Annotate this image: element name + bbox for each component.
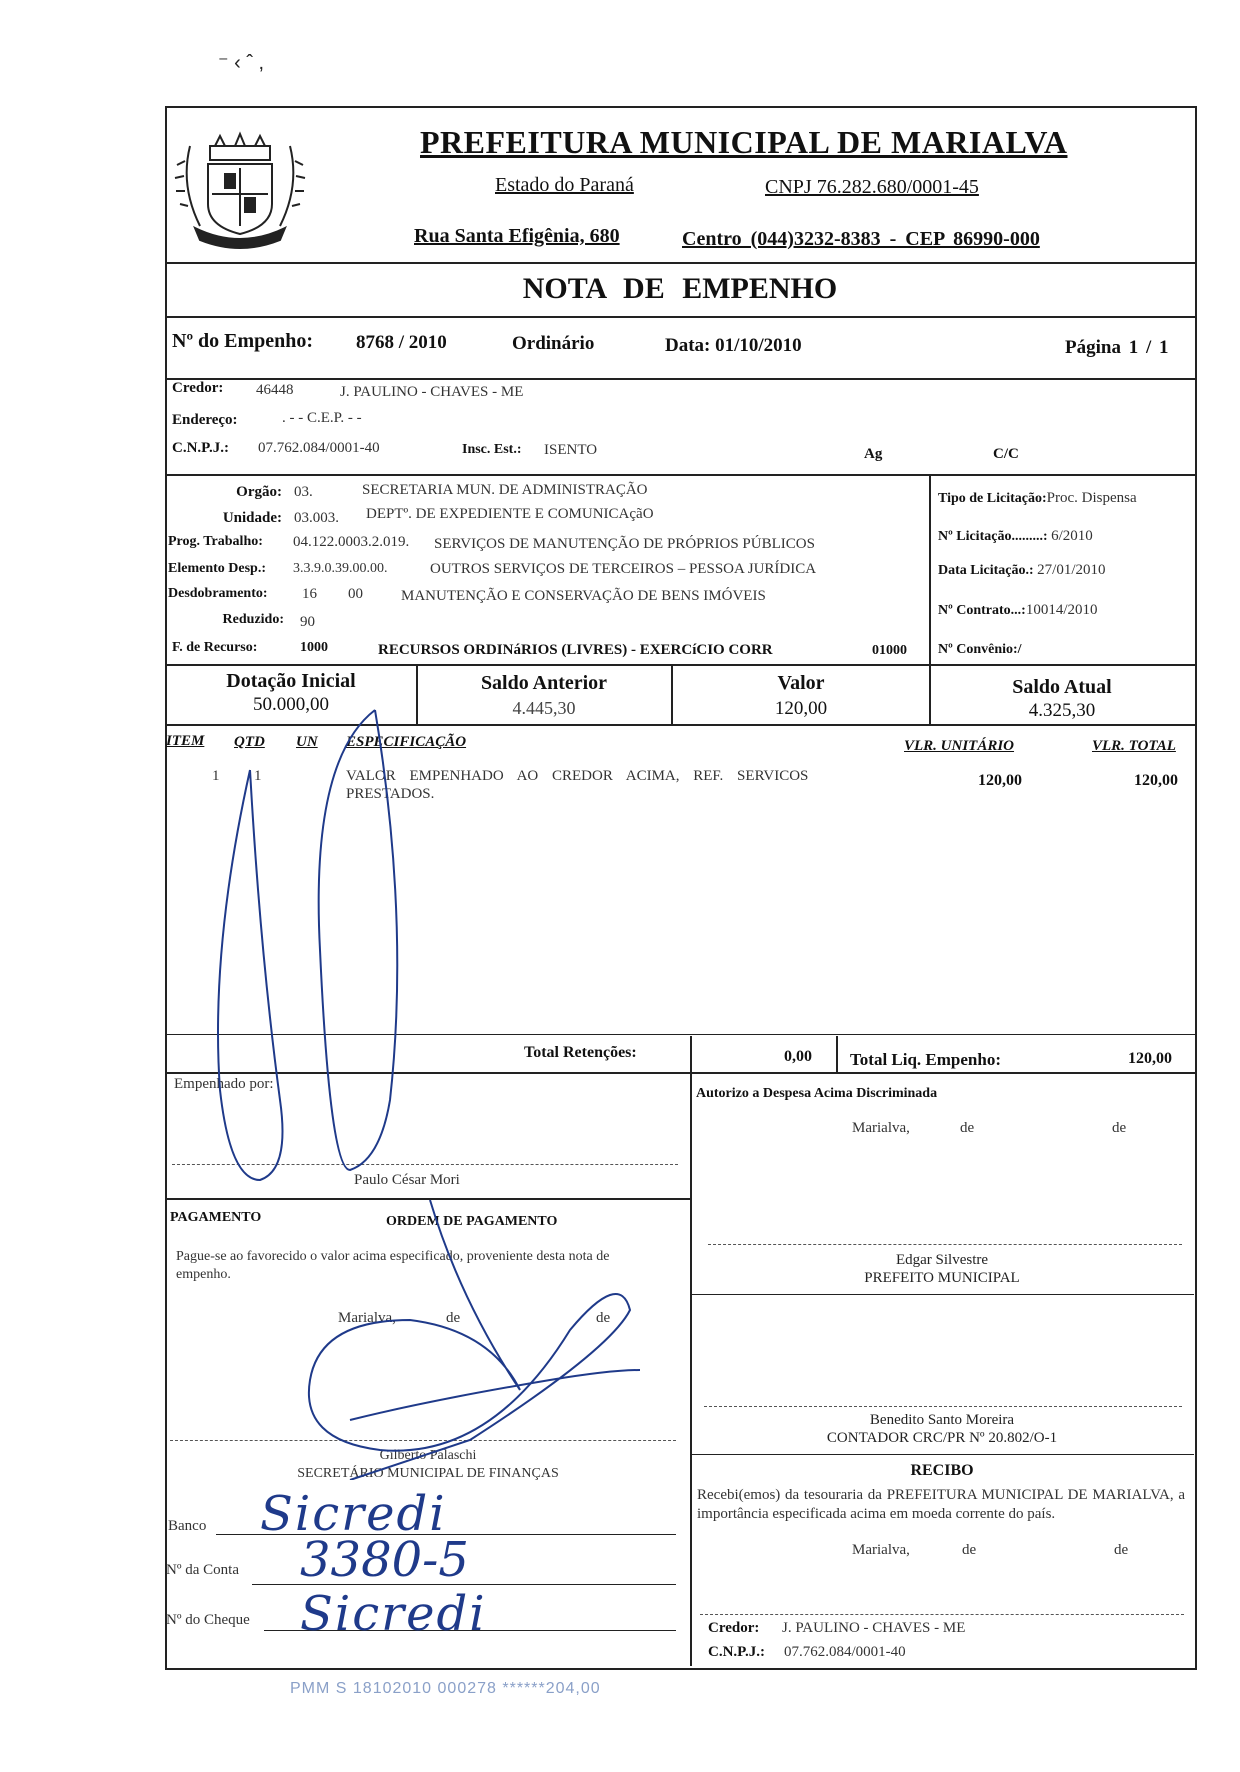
cc-label: C/C	[993, 446, 1019, 462]
pagamento-de1: de	[446, 1310, 461, 1326]
row-espec-line1: VALOR EMPENHADO AO CREDOR ACIMA, REF. SERVICOS	[346, 768, 809, 784]
org-address-rest: Centro (044)3232-8383 - CEP 86990-000	[682, 228, 1040, 250]
recibo-credor-value: J. PAULINO - CHAVES - ME	[782, 1620, 966, 1636]
recurso-label: F. de Recurso:	[172, 640, 258, 655]
page-number: Página 1 / 1	[1065, 337, 1169, 358]
autorizo-de2: de	[1112, 1120, 1127, 1136]
recurso-desc: RECURSOS ORDINáRIOS (LIVRES) - EXERCíCIO CORR	[378, 642, 773, 658]
signature-secretario	[290, 1180, 670, 1480]
ordem-pagamento: ORDEM DE PAGAMENTO	[386, 1214, 558, 1229]
reduzido-value: 90	[300, 614, 315, 630]
pagamento-city: Marialva,	[338, 1310, 396, 1326]
row-espec-line2: PRESTADOS.	[346, 786, 435, 802]
org-address: Rua Santa Efigênia, 680	[414, 225, 620, 247]
elemento-desc: OUTROS SERVIÇOS DE TERCEIROS – PESSOA JURÍDICA	[430, 561, 817, 577]
conta-handwritten: 3380-5	[300, 1532, 469, 1588]
org-state: Estado do Paraná	[495, 174, 634, 196]
autorizo-title: Autorizo a Despesa Acima Discriminada	[696, 1086, 938, 1101]
retencoes-value: 0,00	[784, 1048, 812, 1065]
retencoes-label: Total Retenções:	[524, 1044, 637, 1061]
row-qtd: 1	[254, 768, 262, 784]
signature-empenhado	[200, 700, 460, 1200]
row-vlr-total: 120,00	[1134, 772, 1178, 789]
recibo-text: Recebi(emos) da tesouraria da PREFEITURA MUNICIPAL DE MARIALVA, a importância especificada acima em moeda corrente do país.	[697, 1487, 1185, 1522]
saldo-anterior-label: Saldo Anterior	[480, 672, 608, 694]
endereco-label: Endereço:	[172, 412, 238, 428]
saldo-atual-label: Saldo Atual	[1012, 676, 1112, 698]
saldo-anterior-value: 4.445,30	[512, 698, 576, 718]
insc-value: ISENTO	[544, 442, 598, 458]
doc-title: NOTA DE EMPENHO	[522, 272, 838, 305]
contador-role: CONTADOR CRC/PR Nº 20.802/O-1	[826, 1430, 1058, 1446]
licitacao-date-label: Data Licitação.: 27/01/2010	[938, 562, 1106, 578]
recibo-credor-label: Credor:	[708, 1620, 760, 1636]
orgao-label: Orgão:	[236, 484, 282, 500]
pagamento-de2: de	[596, 1310, 611, 1326]
secretario-name: Gilberto Palaschi	[379, 1448, 477, 1463]
recibo-cnpj-value: 07.762.084/0001-40	[784, 1644, 906, 1660]
unidade-desc: DEPTº. DE EXPEDIENTE E COMUNICAçãO	[366, 506, 654, 522]
secretario-role: SECRETÁRIO MUNICIPAL DE FINANÇAS	[297, 1466, 559, 1481]
unidade-label: Unidade:	[222, 510, 282, 526]
row-vlr-unit: 120,00	[978, 772, 1022, 789]
endereco-value: . - - C.E.P. - -	[282, 410, 362, 426]
empenho-type: Ordinário	[512, 333, 595, 354]
elemento-label: Elemento Desp.:	[168, 561, 266, 576]
col-un: UN	[296, 734, 318, 750]
recibo-city: Marialva,	[852, 1542, 910, 1558]
cnpj-label: C.N.P.J.:	[172, 440, 229, 456]
desdobramento-code2: 00	[348, 586, 363, 602]
org-cnpj: CNPJ 76.282.680/0001-45	[765, 176, 979, 198]
col-vlr-total: VLR. TOTAL	[1092, 738, 1176, 754]
prefeito-role: PREFEITO MUNICIPAL	[864, 1270, 1020, 1286]
licitacao-date: 27/01/2010	[1037, 562, 1106, 578]
contrato-number: 10014/2010	[1025, 602, 1098, 618]
prefeito-name: Edgar Silvestre	[895, 1252, 989, 1268]
desdobramento-code1: 16	[302, 586, 317, 602]
orgao-desc: SECRETARIA MUN. DE ADMINISTRAÇÃO	[362, 482, 648, 498]
org-title: PREFEITURA MUNICIPAL DE MARIALVA	[420, 124, 1068, 160]
pagamento-text: Pague-se ao favorecido o valor acima especificado, proveniente desta nota de empenho.	[176, 1249, 610, 1282]
protocol-stamp: PMM S 18102010 000278 ******204,00	[290, 1680, 601, 1697]
banco-label: Banco	[168, 1518, 207, 1534]
dotacao-inicial-value: 50.000,00	[253, 694, 329, 715]
credor-code: 46448	[256, 382, 294, 398]
cheque-label: Nº do Cheque	[166, 1612, 250, 1628]
total-liq-value: 120,00	[1128, 1050, 1172, 1067]
recurso-code2: 01000	[872, 643, 907, 658]
col-vlr-unitario: VLR. UNITÁRIO	[904, 738, 1015, 754]
ag-label: Ag	[864, 446, 883, 462]
orgao-code: 03.	[294, 484, 313, 500]
convenio-label: Nº Convênio:/	[938, 642, 1022, 657]
credor-label: Credor:	[172, 380, 224, 396]
recibo-de1: de	[962, 1542, 977, 1558]
coat-of-arms-icon	[170, 116, 310, 256]
licitacao-number-label: Nº Licitação.........: 6/2010	[938, 528, 1093, 544]
empenho-number-label: Nº do Empenho:	[172, 330, 314, 352]
col-qtd: QTD	[234, 734, 265, 750]
contrato-label: Nº Contrato...:10014/2010	[938, 602, 1098, 618]
insc-label: Insc. Est.:	[462, 442, 522, 457]
empenho-date: Data: 01/10/2010	[665, 335, 802, 356]
scan-mark: ⁻ ‹ ˆ ,	[218, 52, 265, 74]
recibo-title: RECIBO	[910, 1462, 974, 1479]
credor-name: J. PAULINO - CHAVES - ME	[340, 384, 524, 400]
empenho-number: 8768 / 2010	[356, 332, 447, 353]
contador-name: Benedito Santo Moreira	[869, 1412, 1015, 1428]
prog-code: 04.122.0003.2.019.	[293, 534, 410, 550]
prog-label: Prog. Trabalho:	[168, 534, 263, 549]
dotacao-inicial-label: Dotação Inicial	[226, 670, 356, 692]
valor-label: Valor	[777, 672, 825, 694]
autorizo-city: Marialva,	[852, 1120, 910, 1136]
empenhado-signer: Paulo César Mori	[354, 1172, 460, 1188]
prog-desc: SERVIÇOS DE MANUTENÇÃO DE PRÓPRIOS PÚBLICOS	[434, 536, 815, 552]
unidade-code: 03.003.	[294, 510, 339, 526]
valor-value: 120,00	[774, 698, 828, 719]
banco-handwritten: Sicredi	[260, 1486, 447, 1542]
recibo-de2: de	[1114, 1542, 1129, 1558]
autorizo-de1: de	[960, 1120, 975, 1136]
saldo-atual-value: 4.325,30	[1028, 700, 1096, 721]
licitacao-type: Proc. Dispensa	[1046, 490, 1137, 506]
licitacao-type-label: Tipo de Licitação:Proc. Dispensa	[938, 490, 1137, 506]
recibo-cnpj-label: C.N.P.J.:	[708, 1644, 765, 1660]
recurso-code: 1000	[300, 640, 328, 655]
col-especificacao: ESPECIFICAÇÃO	[346, 734, 467, 750]
pagamento-label: PAGAMENTO	[170, 1210, 262, 1225]
cnpj-value: 07.762.084/0001-40	[258, 440, 380, 456]
col-item: ITEM	[166, 733, 205, 749]
reduzido-label: Reduzido:	[222, 612, 284, 627]
elemento-code: 3.3.9.0.39.00.00.	[293, 561, 388, 576]
desdobramento-label: Desdobramento:	[168, 586, 268, 601]
licitacao-number: 6/2010	[1051, 528, 1093, 544]
total-liq-label: Total Liq. Empenho:	[850, 1050, 1001, 1069]
conta-label: Nº da Conta	[166, 1562, 239, 1578]
row-item: 1	[212, 768, 220, 784]
empenhado-label: Empenhado por:	[174, 1076, 274, 1092]
desdobramento-desc: MANUTENÇÃO E CONSERVAÇÃO DE BENS IMÓVEIS	[401, 588, 766, 604]
cheque-handwritten: Sicredi	[300, 1586, 487, 1642]
